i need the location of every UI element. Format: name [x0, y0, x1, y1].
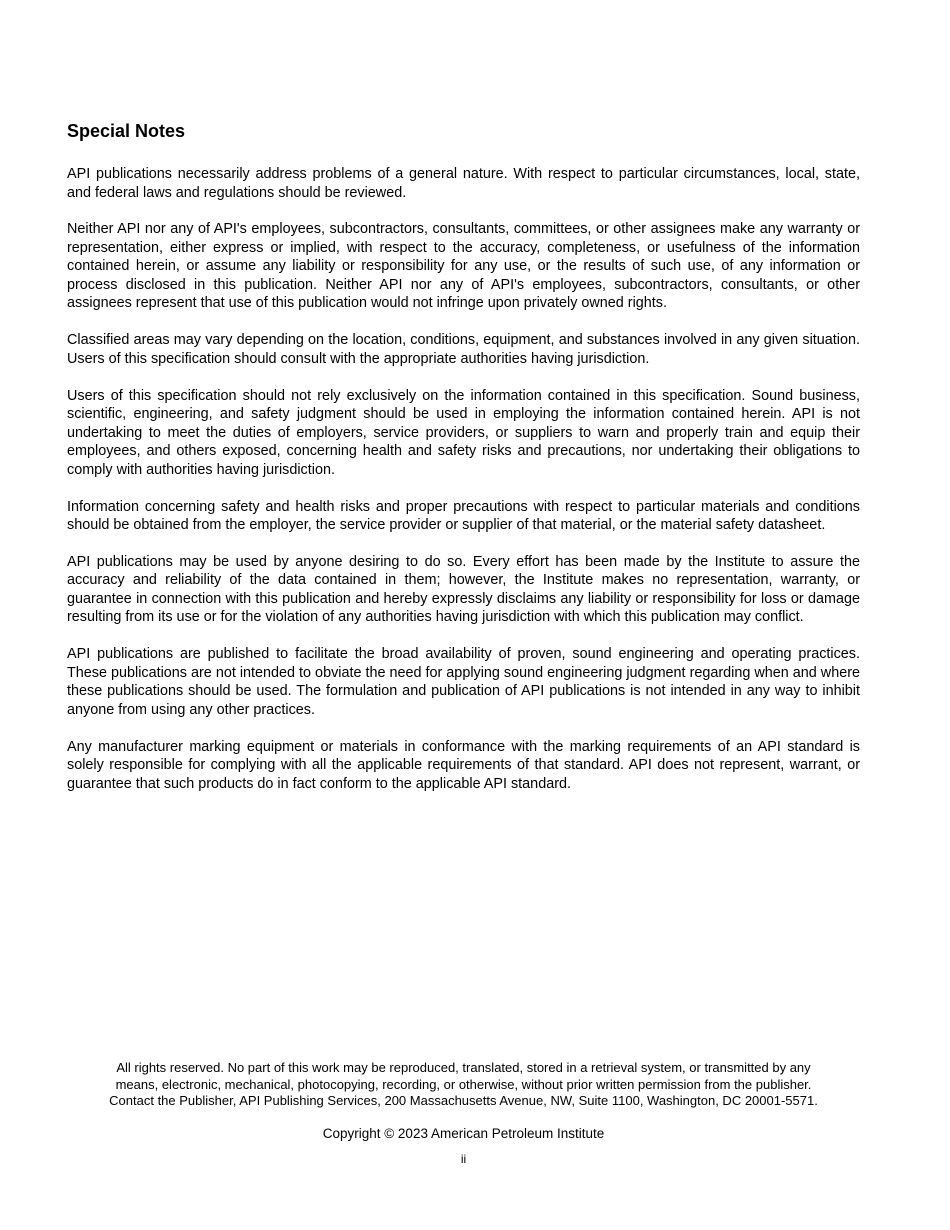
- note-paragraph: Information concerning safety and health risks and proper precautions with respect to particular materials and conditions should be obtained from the employer, the service provider or supplier of that material, or the material safety datasheet.: [67, 498, 860, 534]
- note-paragraph: API publications are published to facilitate the broad availability of proven, sound engineering and operating practices. These publications are not intended to obviate the need for applying sound engineering judgment regarding when and where these publications should be used. The formulation and publication of API publications is not intended in any way to inhibit anyone from using any other practices.: [67, 646, 860, 718]
- note-paragraph: Users of this specification should not rely exclusively on the information contained in this specification. Sound business, scientific, engineering, and safety judgment should be used in employing the information contained herein. API is not undertaking to meet the duties of employers, service providers, or suppliers to warn and properly train and equip their employees, and others exposed, concerning health and safety risks and precautions, nor undertaking their obligations to comply with authorities having jurisdiction.: [67, 387, 860, 478]
- note-paragraph: API publications may be used by anyone desiring to do so. Every effort has been made by the Institute to assure the accuracy and reliability of the data contained in them; however, the Institute makes no representation, warranty, or guarantee in connection with this publication and hereby expressly disclaims any liability or responsibility for loss or damage resulting from its use or for the violation of any authorities having jurisdiction with which this publication may conflict.: [67, 553, 860, 626]
- page-footer: [67, 1060, 860, 1166]
- note-paragraph: Any manufacturer marking equipment or materials in conformance with the marking requirements of an API standard is solely responsible for complying with all the applicable requirements of that standard. API does not represent, warrant, or guarantee that such products do in fact conform to the applicable API standard.: [67, 738, 860, 792]
- rights-line: All rights reserved. No part of this work may be reproduced, translated, stored in a retrieval system, or transmitted by any: [116, 1060, 811, 1075]
- note-paragraph: API publications necessarily address problems of a general nature. With respect to particular circumstances, local, state, and federal laws and regulations should be reviewed.: [67, 166, 860, 201]
- note-paragraph: Neither API nor any of API's employees, subcontractors, consultants, committees, or other assignees make any warranty or representation, either express or implied, with respect to the accuracy, completeness, or usefulness of the information contained herein, or assume any liability or responsibility for any use, or the results of such use, of any information or process disclosed in this publication. Neither API nor any of API's employees, subcontractors, consultants, or other assignees represent that use of this publication would not infringe upon privately owned rights.: [67, 221, 860, 312]
- page-number: ii: [460, 1152, 467, 1166]
- rights-line: means, electronic, mechanical, photocopying, recording, or otherwise, without prior written permission from the publisher.: [115, 1076, 812, 1092]
- rights-line: Contact the Publisher, API Publishing Services, 200 Massachusetts Avenue, NW, Suite 1100, Washington, DC 20001-5571.: [109, 1093, 818, 1108]
- copyright-notice: Copyright © 2023 American Petroleum Institute: [322, 1126, 605, 1141]
- special-notes-body: [67, 165, 860, 812]
- page-title: Special Notes: [67, 121, 186, 141]
- rights-notice: [67, 1060, 860, 1110]
- note-paragraph: Classified areas may vary depending on the location, conditions, equipment, and substances involved in any given situation. Users of this specification should consult with the appropriate authorities having jurisdiction.: [67, 332, 860, 367]
